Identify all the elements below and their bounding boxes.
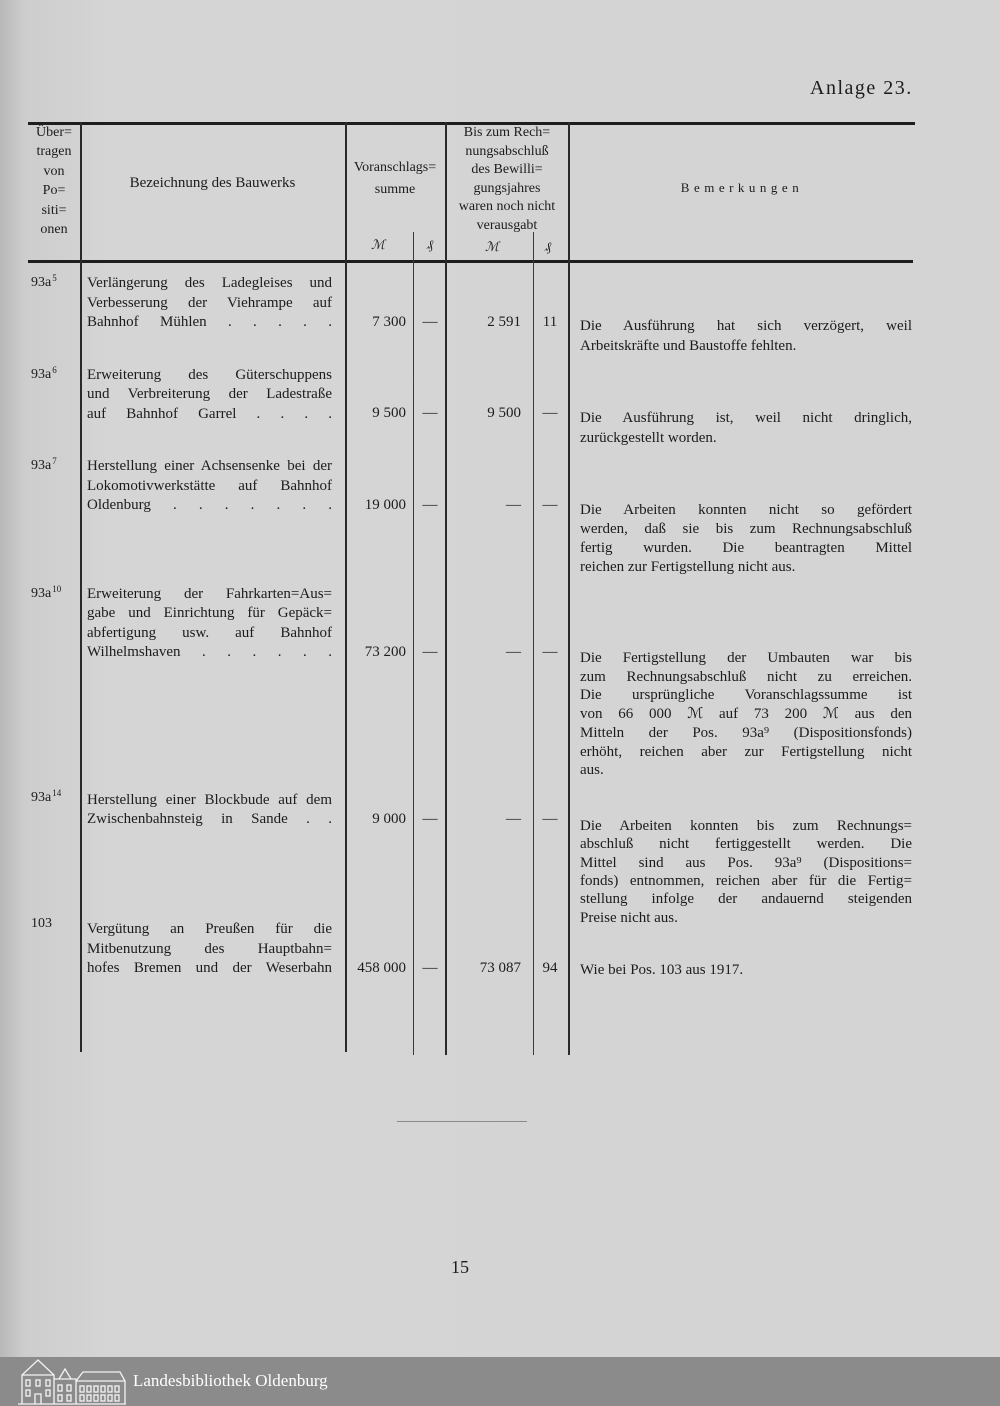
position-number	[31, 456, 57, 476]
page-number: 15	[451, 1257, 469, 1277]
header-pfennig-unit: ₰	[544, 239, 552, 254]
header-line: summe	[374, 182, 416, 197]
unspent-mark-value: 9 500	[487, 405, 521, 421]
position-base: 93a	[31, 458, 52, 473]
remark-line: stellung infolge der andauernd steigenden	[580, 891, 912, 908]
remark-line: Die Ausführung ist, weil nicht dringlich,	[580, 410, 912, 426]
description-line: Bahnhof Mühlen . . . . .	[87, 314, 332, 330]
estimate-mark-value: 7 300	[372, 314, 406, 330]
remark-line: fertig wurden. Die beantragten Mittel	[580, 540, 912, 556]
estimate-mark-value: 458 000	[357, 960, 406, 976]
position-superscript: 14	[52, 788, 62, 798]
header-building-designation: Bezeichnung des Bauwerks	[129, 175, 296, 191]
description-line: Verbesserung der Viehrampe auf	[87, 294, 332, 311]
estimate-pfennig-value: —	[422, 314, 438, 330]
unspent-mark-value: 73 087	[479, 960, 521, 976]
header-line: siti=	[41, 202, 67, 218]
remark-line: werden, daß sie bis zum Rechnungsabschluß	[580, 521, 912, 537]
position-superscript: 7	[52, 456, 57, 466]
remark-line: abschluß nicht fertiggestellt werden. Die	[580, 836, 912, 853]
remark-line: Mittel sind aus Pos. 93a⁹ (Dispositions=	[580, 854, 912, 871]
description-line: hofes Bremen und der Weserbahn	[87, 960, 332, 976]
header-estimate-sum	[345, 157, 445, 201]
remark-line: Die Arbeiten konnten nicht so gefördert	[580, 502, 912, 518]
position-number	[31, 273, 57, 293]
remark-line: erhöht, reichen aber zur Fertigstellung nicht	[580, 743, 912, 760]
header-transferred-positions	[28, 123, 80, 239]
remark-line: Die Ausführung hat sich verzögert, weil	[580, 318, 912, 334]
remark-line: von 66 000 ℳ auf 73 200 ℳ aus den	[580, 706, 912, 723]
header-line: waren noch nicht	[458, 199, 556, 215]
unspent-pfennig-value: 11	[542, 314, 558, 330]
position-superscript: 5	[52, 273, 57, 283]
remark-line: zurückgestellt worden.	[580, 429, 717, 446]
header-mark-unit: ℳ	[371, 237, 385, 252]
header-line: Bis zum Rech=	[463, 125, 551, 140]
header-unspent-amount	[445, 124, 569, 236]
estimate-mark-value: 9 000	[372, 811, 406, 827]
remark-line: zum Rechnungsabschluß nicht zu erreichen.	[580, 668, 912, 685]
remark-line: Wie bei Pos. 103 aus 1917.	[580, 962, 744, 978]
column-divider	[80, 122, 82, 1052]
description-line: Oldenburg . . . . . . .	[87, 497, 332, 513]
position-number	[31, 788, 61, 808]
unspent-pfennig-value: —	[542, 405, 558, 421]
remark-line: Mitteln der Pos. 93a⁹ (Dispositionsfonds)	[580, 724, 912, 741]
column-divider	[568, 122, 570, 1055]
position-base: 93a	[31, 790, 52, 805]
description-line: Mitbenutzung des Hauptbahn=	[87, 940, 332, 957]
unspent-pfennig-value: —	[542, 497, 558, 513]
remark-line: Die ursprüngliche Voranschlagssumme ist	[580, 687, 912, 704]
position-number	[31, 914, 53, 934]
annex-label: Anlage 23.	[810, 77, 913, 99]
unspent-pfennig-value: 94	[542, 960, 558, 976]
estimate-pfennig-value: —	[422, 405, 438, 421]
unspent-pfennig-value: —	[542, 644, 558, 660]
end-separator	[397, 1121, 527, 1122]
header-line: Voranschlags=	[353, 160, 437, 175]
remark-line: Die Arbeiten konnten bis zum Rechnungs=	[580, 818, 912, 834]
estimate-pfennig-value: —	[422, 960, 438, 976]
estimate-pfennig-value: —	[422, 497, 438, 513]
remark-line: Die Fertigstellung der Umbauten war bis	[580, 650, 912, 666]
description-line: Erweiterung des Güterschuppens	[87, 367, 332, 383]
estimate-mark-value: 73 200	[364, 644, 406, 660]
position-superscript: 10	[52, 584, 62, 594]
description-line: Vergütung an Preußen für die	[87, 921, 332, 937]
position-base: 93a	[31, 367, 52, 382]
description-line: Herstellung einer Blockbude auf dem	[87, 792, 332, 808]
header-mark-unit: ℳ	[485, 239, 499, 254]
remark-line: Preise nicht aus.	[580, 909, 678, 926]
estimate-pfennig-value: —	[422, 644, 438, 660]
header-line: nungsabschluß	[465, 143, 549, 159]
header-pfennig-unit: ₰	[426, 237, 434, 252]
column-divider	[533, 232, 534, 1055]
library-name: Landesbibliothek Oldenburg	[133, 1371, 328, 1390]
description-line: Zwischenbahnsteig in Sande . .	[87, 811, 332, 828]
header-line: von	[43, 163, 65, 179]
remark-line: Arbeitskräfte und Baustoffe fehlten.	[580, 337, 797, 354]
header-remarks: Bemerkungen	[680, 180, 804, 195]
unspent-mark-value: —	[506, 811, 521, 827]
description-line: Erweiterung der Fahrkarten=Aus=	[87, 586, 332, 602]
remark-line: aus.	[580, 762, 604, 779]
header-line: Über=	[36, 125, 72, 140]
description-line: gabe und Einrichtung für Gepäck=	[87, 605, 332, 622]
header-line: tragen	[36, 144, 72, 160]
position-superscript: 6	[52, 365, 57, 375]
description-line: Wilhelmshaven . . . . . .	[87, 643, 332, 660]
header-line: des Bewilli=	[471, 162, 543, 178]
position-number	[31, 584, 61, 604]
description-line: auf Bahnhof Garrel . . . .	[87, 405, 332, 422]
unspent-mark-value: 2 591	[487, 314, 521, 330]
description-line: und Verbreiterung der Ladestraße	[87, 386, 332, 403]
header-line: Po=	[42, 183, 66, 199]
estimate-mark-value: 9 500	[372, 405, 406, 421]
position-number	[31, 365, 57, 385]
description-line: Verlängerung des Ladegleises und	[87, 275, 332, 291]
library-building-logo	[16, 1358, 128, 1405]
position-base: 103	[31, 916, 52, 931]
description-line: Lokomotivwerkstätte auf Bahnhof	[87, 477, 332, 494]
unspent-pfennig-value: —	[542, 811, 558, 827]
estimate-pfennig-value: —	[422, 811, 438, 827]
description-line: Herstellung einer Achsensenke bei der	[87, 458, 332, 474]
header-line: onen	[40, 221, 68, 237]
footer-band	[0, 1357, 1000, 1406]
column-divider	[445, 122, 447, 1055]
header-line: gungsjahres	[473, 180, 541, 196]
column-divider	[413, 232, 414, 1055]
column-divider	[345, 122, 347, 1052]
description-line: abfertigung usw. auf Bahnhof	[87, 624, 332, 641]
remark-line: fonds) entnommen, reichen aber für die Fertig=	[580, 872, 912, 889]
estimate-mark-value: 19 000	[364, 497, 406, 513]
table-header-rule	[28, 260, 913, 263]
position-base: 93a	[31, 586, 52, 601]
unspent-mark-value: —	[506, 644, 521, 660]
unspent-mark-value: —	[506, 497, 521, 513]
remark-line: reichen zur Fertigstellung nicht aus.	[580, 559, 796, 575]
position-base: 93a	[31, 275, 52, 290]
header-line: verausgabt	[476, 217, 538, 233]
